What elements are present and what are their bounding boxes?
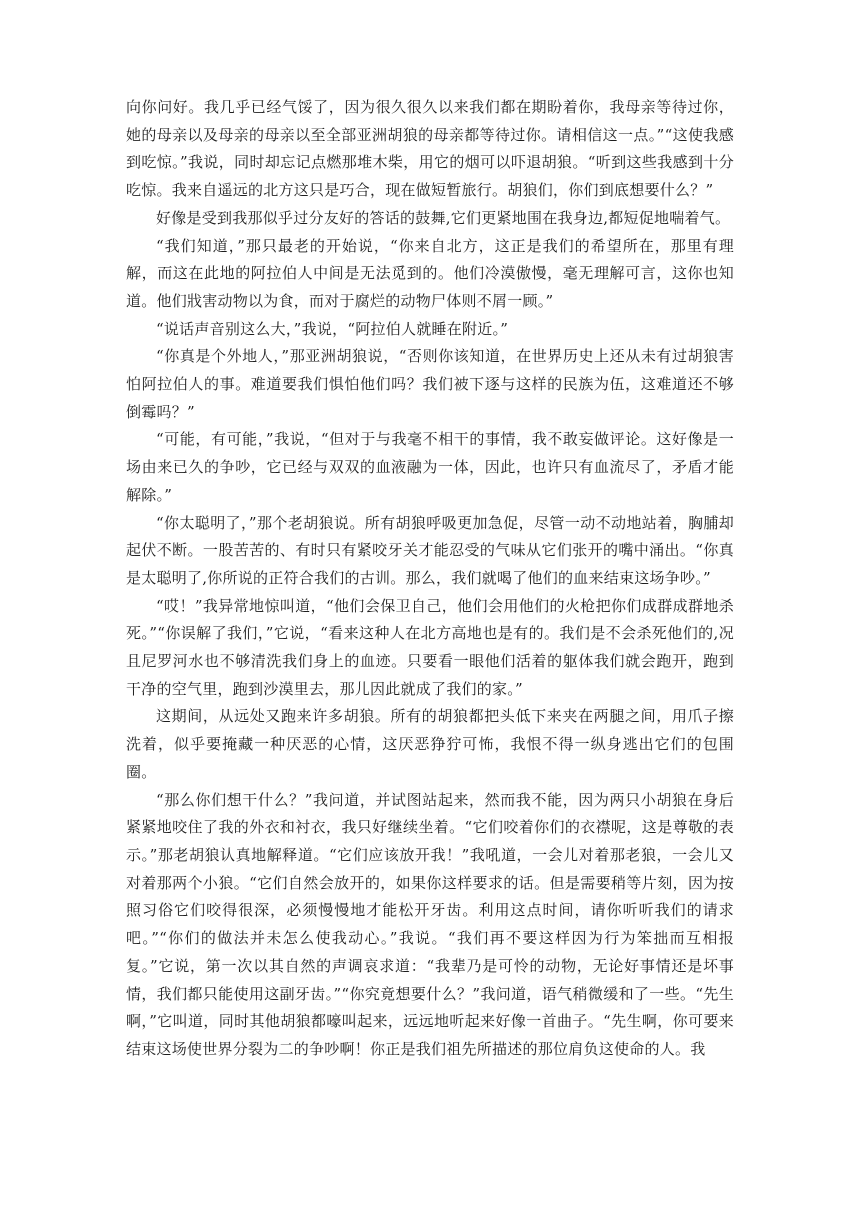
paragraph-9: 这期间，从远处又跑来许多胡狼。所有的胡狼都把头低下来夹在两腿之间，用爪子擦洗着，似乎要掩藏一种厌恶的心情，这厌恶狰狞可怖，我恨不得一纵身逃出它们的包围圈。	[126, 707, 734, 781]
paragraph-8: “哎！”我异常地惊叫道，“他们会保卫自己，他们会用他们的火枪把你们成群成群地杀死。”“你误解了我们，”它说，“看来这种人在北方高地也是有的。我们是不会杀死他们的,况且尼罗河水也不够清洗我们身上的血迹。只要看一眼他们活着的躯体我们就会跑开，跑到干净的空气里，跑到沙漠里去，那儿因此就成了我们的家。”	[126, 596, 734, 698]
paragraph-3: “我们知道，”那只最老的开始说，“你来自北方，这正是我们的希望所在，那里有理解，而这在此地的阿拉伯人中间是无法觅到的。他们冷漠傲慢，毫无理解可言，这你也知道。他们戕害动物以为食，而对于腐烂的动物尸体则不屑一顾。”	[126, 236, 734, 310]
paragraph-7: “你太聪明了，”那个老胡狼说。所有胡狼呼吸更加急促，尽管一动不动地站着，胸脯却起伏不断。一股苦苦的、有时只有紧咬牙关才能忍受的气味从它们张开的嘴中涌出。“你真是太聪明了,你所说的正符合我们的古训。那么，我们就喝了他们的血来结束这场争吵。”	[126, 513, 734, 587]
paragraph-1: 向你问好。我几乎已经气馁了，因为很久很久以来我们都在期盼着你，我母亲等待过你，她的母亲以及母亲的母亲以至全部亚洲胡狼的母亲都等待过你。请相信这一点。”“这使我感到吃惊。”我说，同时却忘记点燃那堆木柴，用它的烟可以吓退胡狼。“听到这些我感到十分吃惊。我来自遥远的北方这只是巧合，现在做短暂旅行。胡狼们，你们到底想要什么？”	[126, 98, 734, 200]
paragraph-5: “你真是个外地人，”那亚洲胡狼说，“否则你该知道，在世界历史上还从未有过胡狼害怕阿拉伯人的事。难道要我们惧怕他们吗？我们被下逐与这样的民族为伍，这难道还不够倒霉吗？”	[126, 347, 734, 421]
paragraph-6: “可能，有可能，”我说，“但对于与我毫不相干的事情，我不敢妄做评论。这好像是一场由来已久的争吵，它已经与双双的血液融为一体，因此，也许只有血流尽了，矛盾才能解除。”	[126, 430, 734, 504]
paragraph-10: “那么你们想干什么？”我问道，并试图站起来，然而我不能，因为两只小胡狼在身后紧紧地咬住了我的外衣和衬衣，我只好继续坐着。“它们咬着你们的衣襟呢，这是尊敬的表示。”那老胡狼认真地解释道。“它们应该放开我！”我吼道，一会儿对着那老狼，一会儿又对着那两个小狼。“它们自然会放开的，如果你这样要求的话。但是需要稍等片刻，因为按照习俗它们咬得很深，必须慢慢地才能松开牙齿。利用这点时间，请你听听我们的请求吧。”“你们的做法并未怎么使我动心。”我说。“我们再不要这样因为行为笨拙而互相报复。”它说，第一次以其自然的声调哀求道：“我辈乃是可怜的动物，无论好事情还是坏事情，我们都只能使用这副牙齿。”“你究竟想要什么？”我问道，语气稍微缓和了一些。“先生啊，”它叫道，同时其他胡狼都嚎叫起来，远远地听起来好像一首曲子。“先生啊，你可要来结束这场使世界分裂为二的争吵啊！你正是我们祖先所描述的那位肩负这使命的人。我	[126, 790, 734, 1058]
paragraph-2: 好像是受到我那似乎过分友好的答话的鼓舞,它们更紧地围在我身边,都短促地喘着气。	[156, 208, 731, 227]
body-text	[126, 94, 734, 1064]
paragraph-4: “说话声音别这么大，”我说，“阿拉伯人就睡在附近。”	[156, 319, 509, 338]
